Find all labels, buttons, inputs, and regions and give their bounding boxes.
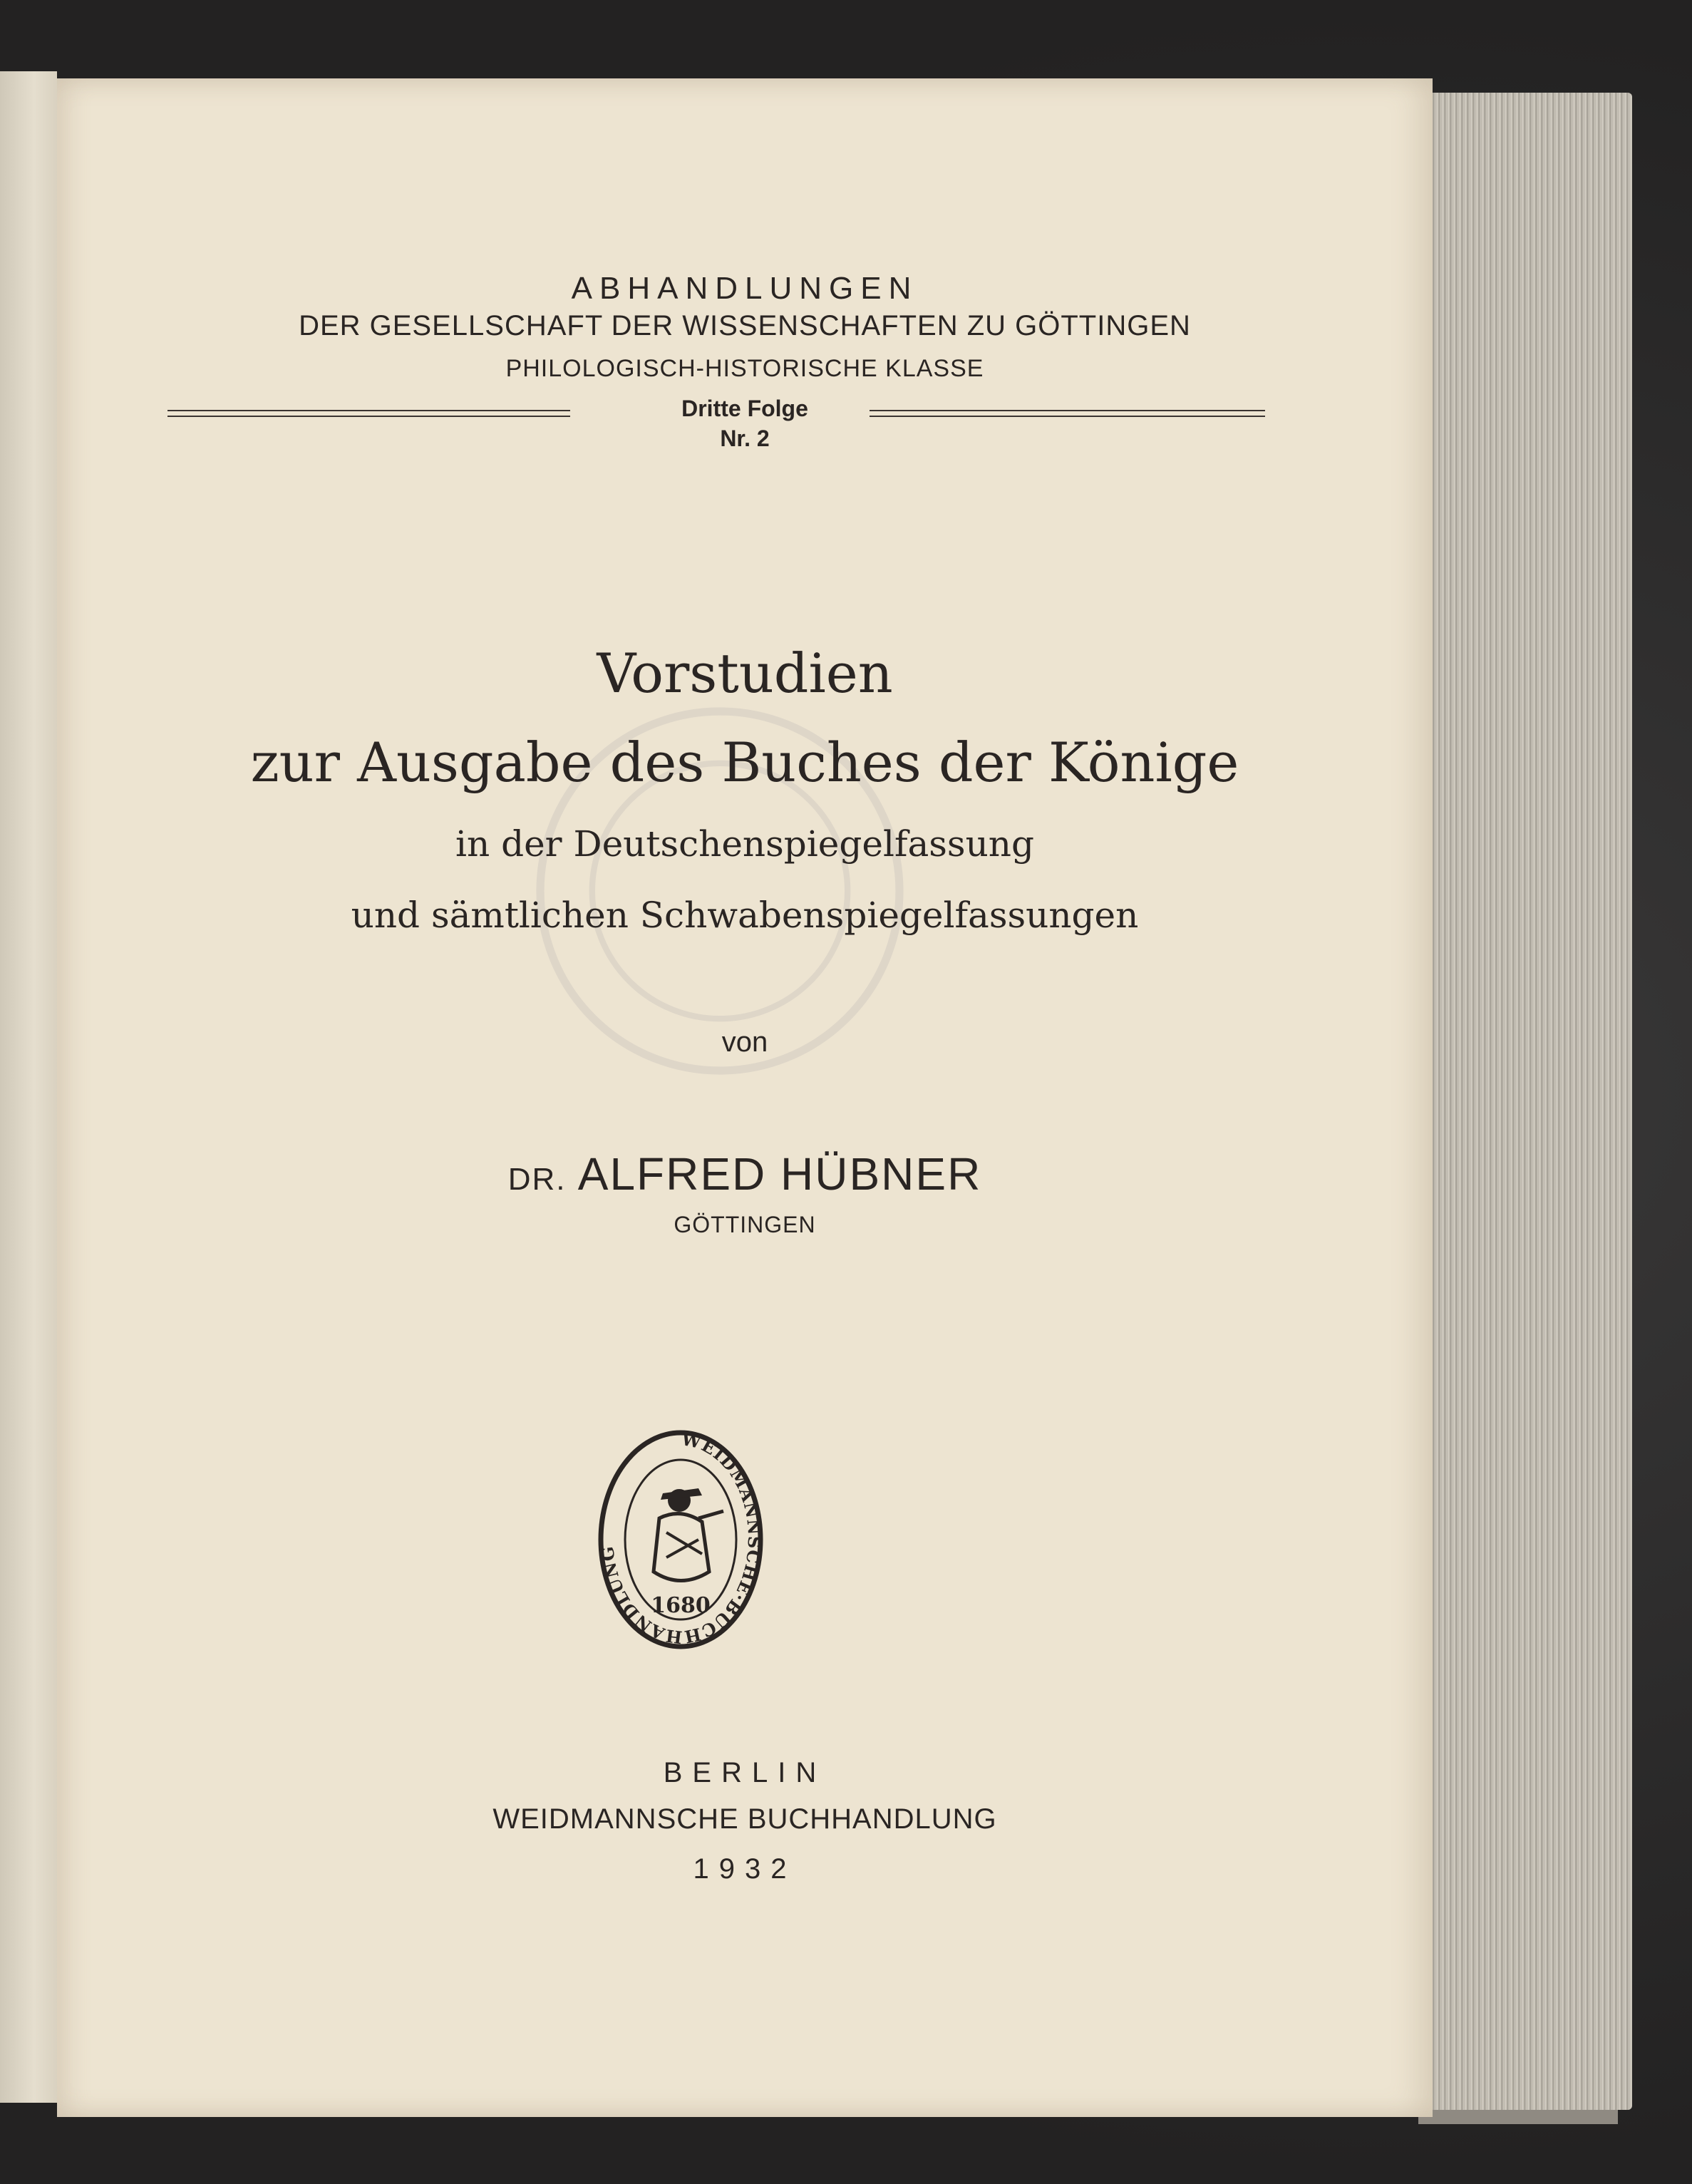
publisher-seal-icon [595,1426,766,1654]
series-number: Nr. 2 [720,426,770,451]
title-page [57,78,1433,2117]
publisher-seal-text: WEIDMANNSCHE·BUCHHANDLUNG [597,1428,765,1648]
byline-von: von [721,1026,768,1058]
imprint-year: 1932 [693,1853,797,1885]
work-subtitle-2: in der Deutschenspiegelfassung [455,823,1034,865]
work-subtitle-3: und sämtlichen Schwabenspiegelfassungen [351,895,1139,936]
left-page-edge [0,71,57,2103]
publisher-seal-year: 1680 [651,1593,711,1618]
author-prefix: DR. [507,1162,567,1197]
imprint-publisher: WEIDMANNSCHE BUCHHANDLUNG [492,1803,997,1835]
title-page-content [57,78,1433,2117]
series-subtitle: DER GESELLSCHAFT DER WISSENSCHAFTEN ZU GÖTTINGEN [299,310,1191,341]
series-folge: Dritte Folge [681,396,808,421]
author-location: GÖTTINGEN [674,1212,816,1237]
page-block-edge [1418,93,1632,2110]
work-title: Vorstudien [597,642,893,705]
imprint-place: BERLIN [663,1757,827,1788]
series-title: ABHANDLUNGEN [571,271,919,306]
author [57,1148,1433,1200]
author-name: ALFRED HÜBNER [577,1148,982,1200]
work-subtitle-1: zur Ausgabe des Buches der Könige [250,731,1239,794]
series-class: PHILOLOGISCH-HISTORISCHE KLASSE [505,355,984,382]
page-block-bottom [1418,2110,1618,2124]
